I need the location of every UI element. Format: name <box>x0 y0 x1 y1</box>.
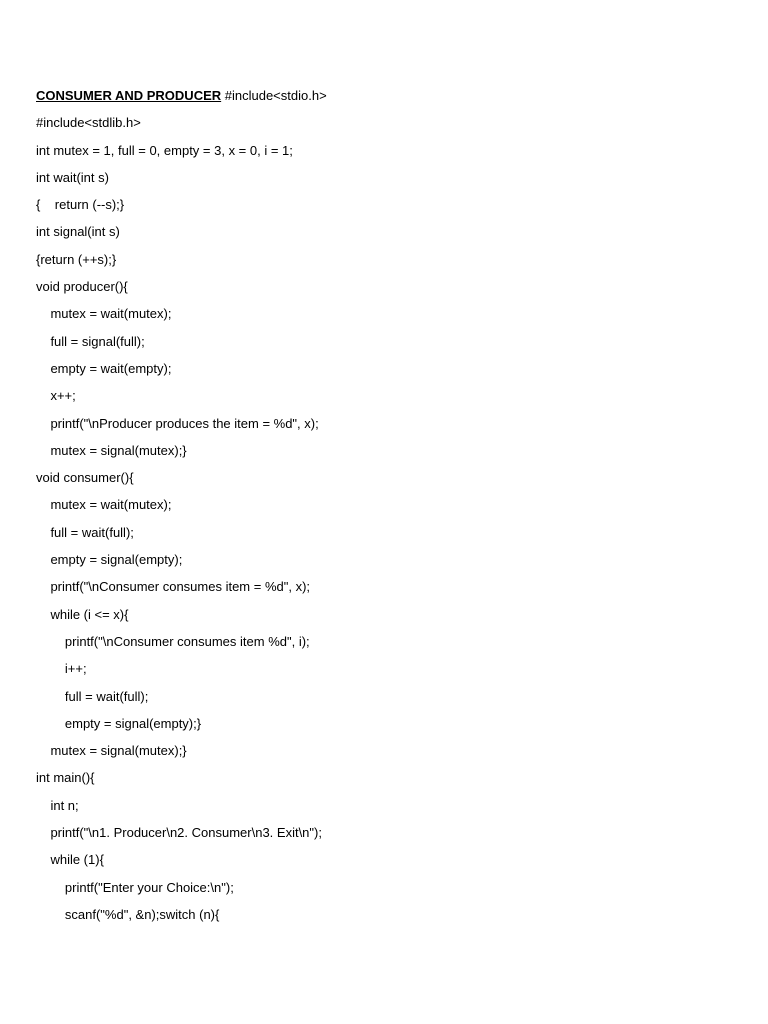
code-line: full = signal(full); <box>36 333 145 349</box>
code-line: int n; <box>36 797 79 813</box>
code-line: while (i <= x){ <box>36 606 129 622</box>
heading-line <box>36 86 327 113</box>
code-line: int mutex = 1, full = 0, empty = 3, x = 0, i = 1; <box>36 142 293 158</box>
document-title: CONSUMER AND PRODUCER <box>36 88 222 103</box>
code-line: { return (--s);} <box>36 197 125 213</box>
code-listing <box>36 86 327 932</box>
code-line: printf("\nProducer produces the item = %d", x); <box>36 415 319 431</box>
code-line: printf("\nConsumer consumes item %d", i); <box>36 633 310 649</box>
code-line: full = wait(full); <box>36 524 134 540</box>
code-line: int signal(int s) <box>36 224 120 240</box>
code-line: mutex = wait(mutex); <box>36 497 172 513</box>
code-line: void consumer(){ <box>36 470 134 486</box>
code-line: mutex = wait(mutex); <box>36 306 172 322</box>
code-line: printf("Enter your Choice:\n"); <box>36 879 234 895</box>
code-line: x++; <box>36 388 76 404</box>
code-line: empty = signal(empty); <box>36 552 183 568</box>
code-line: #include<stdio.h> <box>221 88 327 103</box>
code-line: empty = signal(empty);} <box>36 715 202 731</box>
code-line: while (1){ <box>36 852 104 868</box>
code-line: printf("\n1. Producer\n2. Consumer\n3. Exit\n"); <box>36 825 322 841</box>
code-line: empty = wait(empty); <box>36 360 172 376</box>
code-line: mutex = signal(mutex);} <box>36 743 187 759</box>
code-line: scanf("%d", &n);switch (n){ <box>36 906 220 922</box>
code-line: int wait(int s) <box>36 169 109 185</box>
code-line: mutex = signal(mutex);} <box>36 442 187 458</box>
code-line: void producer(){ <box>36 279 128 295</box>
code-line: printf("\nConsumer consumes item = %d", x); <box>36 579 311 595</box>
code-line: {return (++s);} <box>36 251 117 267</box>
code-line: full = wait(full); <box>36 688 149 704</box>
code-line: i++; <box>36 661 87 677</box>
code-line: #include<stdlib.h> <box>36 115 141 131</box>
code-line: int main(){ <box>36 770 95 786</box>
